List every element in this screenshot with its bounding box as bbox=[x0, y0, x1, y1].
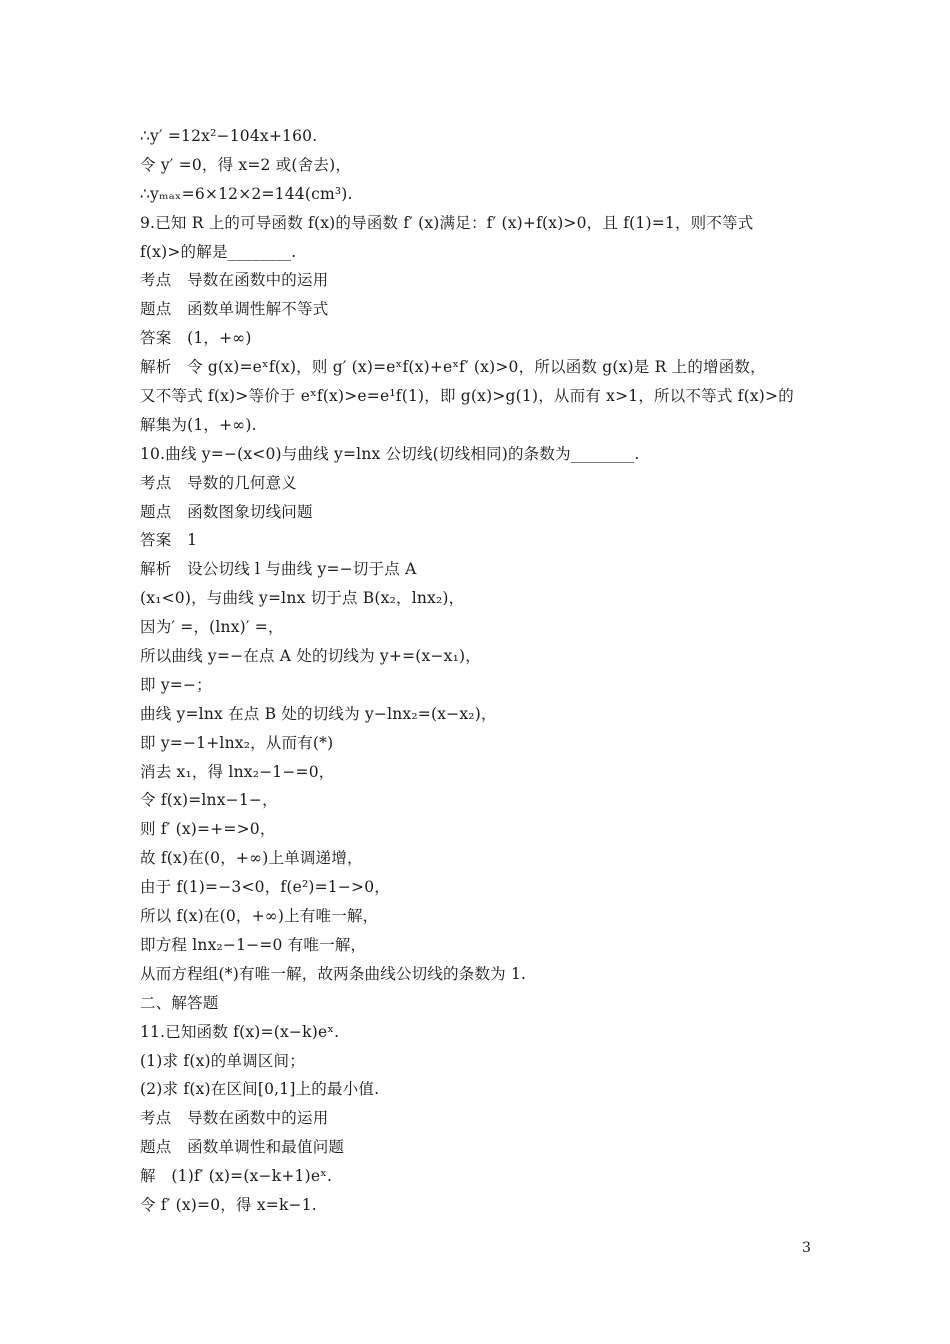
text-line: f(x)>的解是________. bbox=[140, 242, 297, 261]
subtopic-label: 题点 函数图象切线问题 bbox=[140, 502, 313, 521]
text-line: 所以 f(x)在(0，+∞)上有唯一解， bbox=[140, 907, 379, 926]
text-line: ∴yₘₐₓ=6×12×2=144(cm³). bbox=[140, 184, 353, 203]
text-line: 令 y′ =0，得 x=2 或(舍去)， bbox=[140, 155, 352, 174]
text-line: 则 f′ (x)=+=>0， bbox=[140, 820, 276, 839]
text-line: 因为′ =，(lnx)′ =， bbox=[140, 618, 284, 637]
analysis-line: 解析 设公切线 l 与曲线 y=−切于点 A bbox=[140, 560, 417, 579]
text-line: (x₁<0)，与曲线 y=lnx 切于点 B(x₂，lnx₂)， bbox=[140, 589, 465, 608]
text-line: 令 f′ (x)=0，得 x=k−1. bbox=[140, 1195, 317, 1214]
text-line: 消去 x₁，得 lnx₂−1−=0， bbox=[140, 762, 335, 781]
document-body bbox=[140, 122, 820, 1220]
text-line: 曲线 y=lnx 在点 B 处的切线为 y−lnx₂=(x−x₂)， bbox=[140, 704, 497, 723]
answer-line: 答案 (1，+∞) bbox=[140, 329, 252, 348]
text-line: 即 y=−； bbox=[140, 675, 212, 694]
page-number: 3 bbox=[802, 1240, 811, 1256]
question-10-line: 10.曲线 y=−(x<0)与曲线 y=lnx 公切线(切线相同)的条数为________. bbox=[140, 444, 640, 463]
question-11-line: 11.已知函数 f(x)=(x−k)eˣ. bbox=[140, 1022, 340, 1041]
section-heading: 二、解答题 bbox=[140, 993, 219, 1012]
topic-label: 考点 导数的几何意义 bbox=[140, 473, 298, 492]
text-line: (2)求 f(x)在区间[0,1]上的最小值. bbox=[140, 1080, 380, 1099]
answer-line: 答案 1 bbox=[140, 531, 198, 550]
analysis-line: 解析 令 g(x)=eˣf(x)，则 g′ (x)=eˣf(x)+eˣf′ (x)>0，所以函数 g(x)是 R 上的增函数， bbox=[140, 358, 766, 377]
subtopic-label: 题点 函数单调性和最值问题 bbox=[140, 1138, 345, 1157]
text-line: 令 f(x)=lnx−1−， bbox=[140, 791, 278, 810]
topic-label: 考点 导数在函数中的运用 bbox=[140, 271, 329, 290]
text-line: (1)求 f(x)的单调区间； bbox=[140, 1051, 305, 1070]
subtopic-label: 题点 函数单调性解不等式 bbox=[140, 300, 329, 319]
text-line: 又不等式 f(x)>等价于 eˣf(x)>e=e¹f(1)，即 g(x)>g(1)，从而有 x>1，所以不等式 f(x)>的 bbox=[140, 387, 794, 406]
text-line: 即方程 lnx₂−1−=0 有唯一解， bbox=[140, 935, 367, 954]
text-line: 所以曲线 y=−在点 A 处的切线为 y+=(x−x₁)， bbox=[140, 647, 481, 666]
text-line: 从而方程组(*)有唯一解，故两条曲线公切线的条数为 1. bbox=[140, 964, 527, 983]
topic-label: 考点 导数在函数中的运用 bbox=[140, 1109, 329, 1128]
text-line: 故 f(x)在(0，+∞)上单调递增， bbox=[140, 849, 363, 868]
solution-line: 解 (1)f′ (x)=(x−k+1)eˣ. bbox=[140, 1167, 333, 1186]
text-line: 即 y=−1+lnx₂，从而有(*) bbox=[140, 733, 334, 752]
question-9-line: 9.已知 R 上的可导函数 f(x)的导函数 f′ (x)满足：f′ (x)+f(x)>0，且 f(1)=1，则不等式 bbox=[140, 213, 754, 232]
text-line: 解集为(1，+∞). bbox=[140, 415, 257, 434]
text-line: 由于 f(1)=−3<0，f(e²)=1−>0， bbox=[140, 878, 391, 897]
text-line: ∴y′ =12x²−104x+160. bbox=[140, 127, 318, 145]
